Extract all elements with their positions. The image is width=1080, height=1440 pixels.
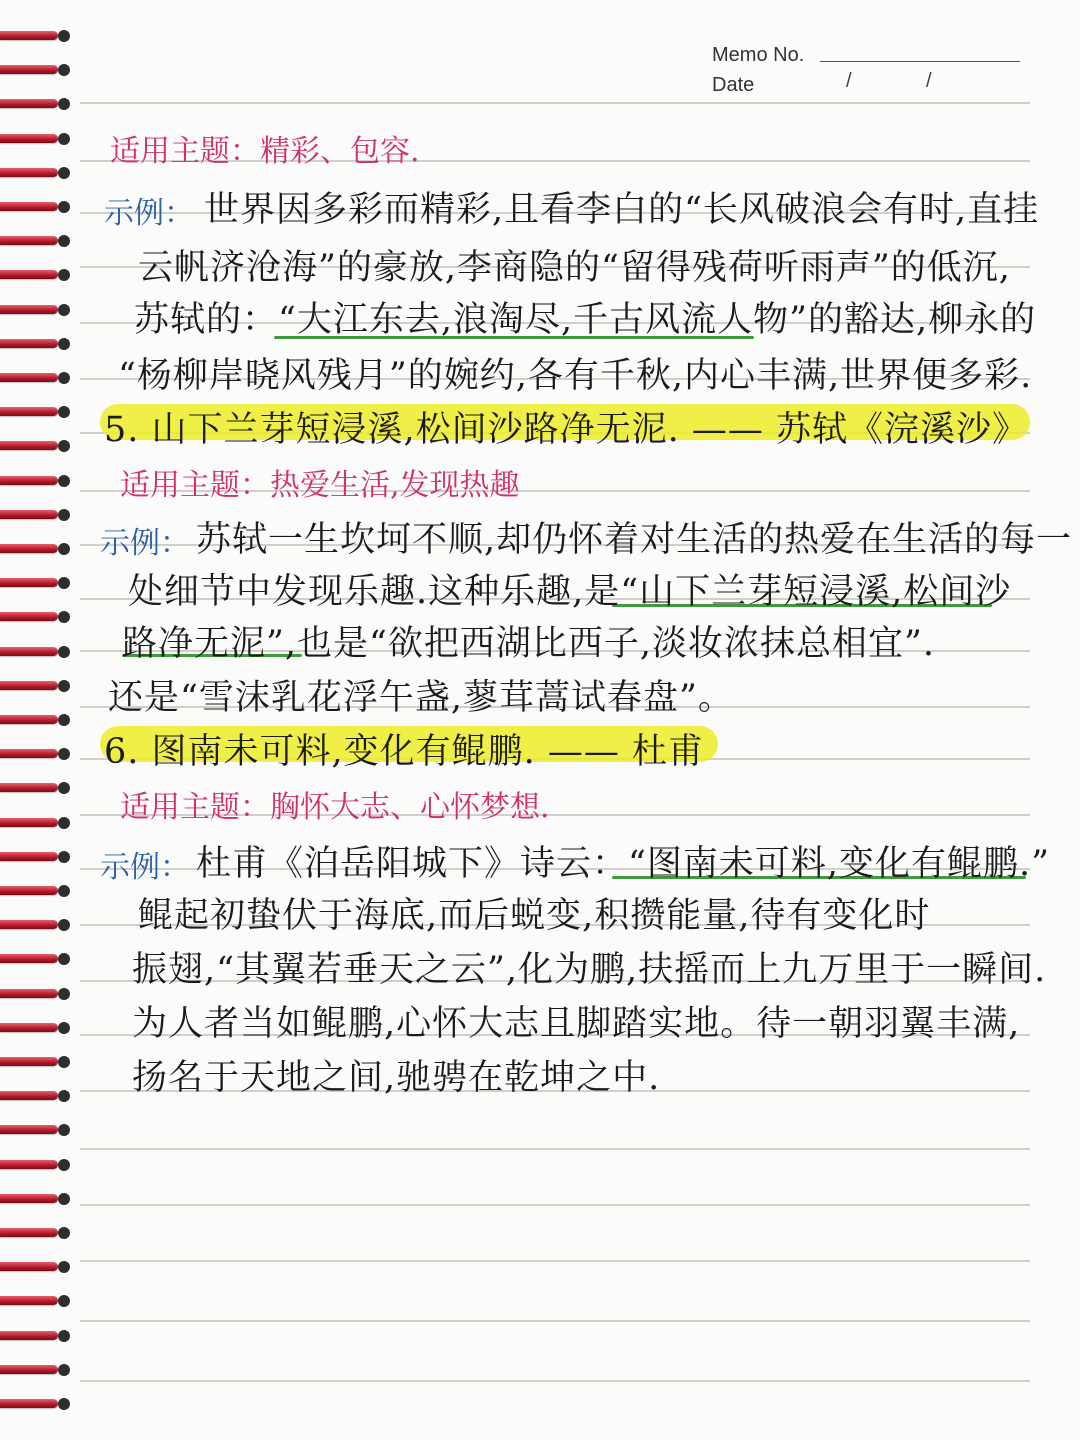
spiral-ring — [0, 62, 70, 78]
spiral-ring — [0, 1259, 70, 1275]
spiral-ring — [0, 1396, 70, 1412]
spiral-ring — [0, 644, 70, 660]
spiral-ring — [0, 815, 70, 831]
spiral-ring — [0, 404, 70, 420]
example-text-line: 鲲起初蛰伏于海底,而后蜕变,积攒能量,待有变化时 — [138, 896, 931, 936]
spiral-ring — [0, 438, 70, 454]
spiral-ring — [0, 1122, 70, 1138]
spiral-ring — [0, 712, 70, 728]
example-label: 示例： — [104, 196, 194, 231]
spiral-ring — [0, 575, 70, 591]
spiral-ring — [0, 917, 70, 933]
spiral-ring — [0, 780, 70, 796]
example-text-line: 为人者当如鲲鹏,心怀大志且脚踏实地。待一朝羽翼丰满, — [132, 1004, 1021, 1044]
quote-heading: 5. 山下兰芽短浸溪,松间沙路净无泥. —— 苏轼《浣溪沙》 — [104, 410, 1029, 450]
spiral-ring — [0, 1088, 70, 1104]
example-text-line: 杜甫《泊岳阳城下》诗云：“图南未可料,变化有鲲鹏.” — [196, 844, 1051, 884]
spiral-ring — [0, 609, 70, 625]
memo-number-label: Memo No. — [712, 44, 805, 66]
example-label: 示例： — [100, 850, 190, 885]
spiral-ring — [0, 883, 70, 899]
example-text-line: 振翅,“其翼若垂天之云”,化为鹏,扶摇而上九万里于一瞬间. — [132, 950, 1047, 990]
spiral-ring — [0, 746, 70, 762]
spiral-ring — [0, 370, 70, 386]
theme-heading: 适用主题：胸怀大志、心怀梦想. — [120, 790, 550, 825]
spiral-ring — [0, 131, 70, 147]
example-text-line: 处细节中发现乐趣.这种乐趣,是“山下兰芽短浸溪,松间沙 — [128, 572, 1012, 612]
example-text-line: 云帆济沧海”的豪放,李商隐的“留得残荷听雨声”的低沉, — [138, 248, 1011, 288]
theme-heading: 适用主题：热爱生活,发现热趣 — [120, 468, 520, 503]
example-text-line: 路净无泥”,也是“欲把西湖比西子,淡妆浓抹总相宜”. — [122, 624, 936, 664]
date-label: Date — [712, 74, 755, 96]
spiral-ring — [0, 336, 70, 352]
spiral-ring — [0, 302, 70, 318]
spiral-ring — [0, 267, 70, 283]
spiral-ring — [0, 1328, 70, 1344]
spiral-ring — [0, 1225, 70, 1241]
example-text-line: 苏轼一生坎坷不顺,却仍怀着对生活的热爱在生活的每一 — [196, 520, 1073, 560]
example-text-line: 世界因多彩而精彩,且看李白的“长风破浪会有时,直挂 — [204, 190, 1040, 230]
ruled-line — [80, 1148, 1030, 1150]
spiral-ring — [0, 1054, 70, 1070]
example-text-line: 扬名于天地之间,驰骋在乾坤之中. — [132, 1058, 661, 1098]
date-separator-2: / — [926, 70, 932, 92]
spiral-ring — [0, 678, 70, 694]
ruled-line — [80, 1260, 1030, 1262]
ruled-line — [80, 1380, 1030, 1382]
example-text-line: “杨柳岸晓风残月”的婉约,各有千秋,内心丰满,世界便多彩. — [118, 356, 1033, 396]
ruled-line — [80, 1204, 1030, 1206]
spiral-ring — [0, 1293, 70, 1309]
spiral-ring — [0, 96, 70, 112]
spiral-ring — [0, 507, 70, 523]
theme-heading: 适用主题：精彩、包容. — [110, 134, 420, 169]
spiral-ring — [0, 1191, 70, 1207]
spiral-ring — [0, 473, 70, 489]
spiral-ring — [0, 951, 70, 967]
spiral-ring — [0, 28, 70, 44]
spiral-ring — [0, 165, 70, 181]
example-text-line: 苏轼的：“大江东去,浪淘尽,千古风流人物”的豁达,柳永的 — [134, 300, 1037, 340]
ruled-line — [80, 1320, 1030, 1322]
memo-number-line — [820, 61, 1020, 62]
date-separator-1: / — [846, 70, 852, 92]
ruled-line — [80, 102, 1030, 104]
spiral-ring — [0, 986, 70, 1002]
quote-heading: 6. 图南未可料,变化有鲲鹏. —— 杜甫 — [104, 732, 705, 772]
spiral-ring — [0, 541, 70, 557]
spiral-ring — [0, 199, 70, 215]
spiral-ring — [0, 1157, 70, 1173]
example-label: 示例： — [100, 526, 190, 561]
example-text-line: 还是“雪沫乳花浮午盏,蓼茸蒿试春盘”。 — [108, 678, 734, 718]
spiral-ring — [0, 233, 70, 249]
spiral-ring — [0, 849, 70, 865]
spiral-binding — [0, 0, 74, 1440]
spiral-ring — [0, 1020, 70, 1036]
spiral-ring — [0, 1362, 70, 1378]
